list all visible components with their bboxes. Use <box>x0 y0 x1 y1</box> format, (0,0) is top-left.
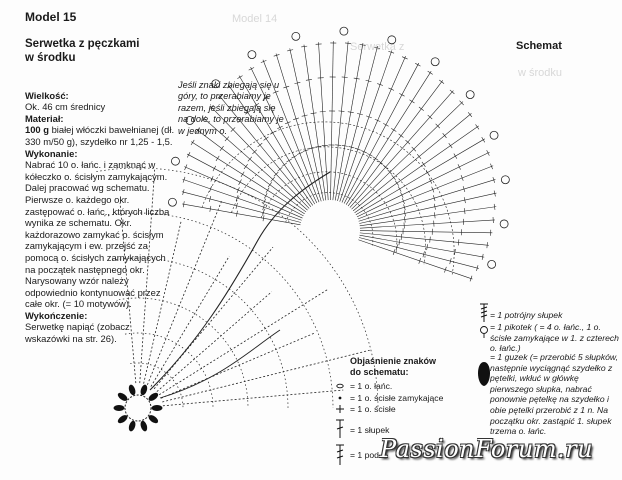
legend-item-pod: = 1 pod <box>350 450 379 460</box>
legend-item-slip: = 1 o. ścisłe zamykające <box>350 393 444 403</box>
finishing-text: Serwetkę napiąć (zobacz wskazówki na str. 26). <box>25 321 130 345</box>
material-heading: Materiał: <box>25 112 64 124</box>
size-text: Ok. 46 cm średnicy <box>25 101 106 113</box>
legend-item-bobble: = 1 guzek (= przerobić 5 słupków, następnie wyciągnąć szydełko z pętelki, wkłuć w główkę pierwszego słupka, nabrać ponownie pętelkę na szydełko i obie pętelki przerobić z 1 n. Na początku okr. zastąpić 1. słupek trzema o. łańc. <box>490 352 619 437</box>
legend-title-line-2: do schematu: <box>350 367 409 377</box>
single-crochet-icon <box>336 405 344 413</box>
legend-item-dc: = 1 słupek <box>350 425 390 435</box>
title-line-1: Serwetka z pęczkami <box>25 37 140 50</box>
chain-stitch-icon <box>337 384 343 388</box>
legend-item-chain: = 1 o. łańc. <box>350 381 393 391</box>
finishing-heading: Wykończenie: <box>25 309 88 321</box>
slip-stitch-icon <box>339 397 342 400</box>
bobble-icon <box>478 362 490 386</box>
material-desc: białej włóczki bawełnianej (dł. 330 m/50 g), szydełko nr 1,25 - 1,5. <box>25 124 175 147</box>
diagram-title: Schemat <box>516 40 562 52</box>
material-weight: 100 g <box>25 124 49 136</box>
legend-title-line-1: Objaśnienie znaków <box>350 356 437 366</box>
half-stitch-icon <box>336 445 344 465</box>
watermark: PassionForum.ru <box>380 435 594 463</box>
double-crochet-icon <box>336 420 344 438</box>
execution-text: Nabrać 10 o. łańc. i zamknąć w kółeczko o. ścisłym zamykającym. Dalej pracować wg schematu. Pierwsze o. każdego okr. zastępować o. łańc., których liczba wynika ze schematu. Okr. każdorazowo zamykać o. ścisłym zamykającym i ew. przejść za pomocą o. ścisłych zamykających na początek następnego okr. Narysowany wzór należy odpowiednio kontynuować przez całe okr. (= 10 motywów). <box>25 159 170 310</box>
symbol-note: Jeśli znaki zbiegają się u góry, to przerabiamy je razem, jeśli zbiegają się na dole, to przerabiamy je w jednym o. <box>178 80 284 136</box>
ghost-text-1: Model 14 <box>232 13 278 25</box>
ghost-text-3: w środku <box>518 67 563 79</box>
model-number: Model 15 <box>25 10 77 24</box>
title-line-2: w środku <box>25 51 76 64</box>
ghost-text-2: Serwetka z <box>350 41 405 53</box>
execution-heading: Wykonanie: <box>25 147 78 159</box>
triple-crochet-icon <box>480 304 488 322</box>
legend-item-triple: = 1 potrójny słupek <box>490 310 563 320</box>
legend-item-picot: = 1 pikotek ( = 4 o. łańc., 1 o. ścisłe zamykające w 1. z czterech o. łańc.) <box>490 322 619 354</box>
picot-icon <box>481 327 488 339</box>
legend-item-sc: = 1 o. ścisłe <box>350 404 396 414</box>
size-heading: Wielkość: <box>25 89 69 101</box>
